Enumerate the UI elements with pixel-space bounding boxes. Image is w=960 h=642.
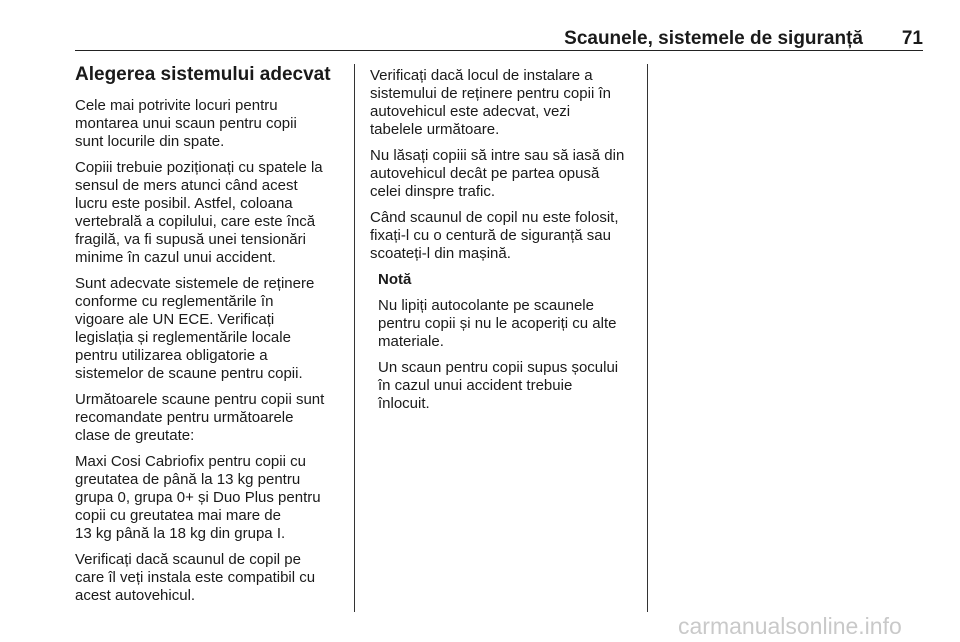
text-line: pentru copii și nu le acoperiți cu alte bbox=[378, 315, 617, 332]
text-line: scoateți-l din mașină. bbox=[370, 245, 511, 262]
text-line: celei dinspre trafic. bbox=[370, 183, 496, 200]
text-line: autovehicul decât pe partea opusă bbox=[370, 165, 600, 182]
paragraph bbox=[370, 67, 632, 139]
text-line: montarea unui scaun pentru copii bbox=[75, 115, 297, 132]
paragraph bbox=[75, 551, 347, 605]
text-line: sistemelor de scaune pentru copii. bbox=[75, 365, 303, 382]
text-line: autovehicul este adecvat, vezi bbox=[370, 103, 571, 120]
note-paragraphs bbox=[378, 297, 632, 413]
text-line: minime în cazul unui accident. bbox=[75, 249, 276, 266]
text-line: fixați-l cu o centură de siguranță sau bbox=[370, 227, 611, 244]
text-line: Nu lăsați copiii să intre sau să iasă din bbox=[370, 147, 625, 164]
header-title: Scaunele, sistemele de siguranță bbox=[564, 28, 863, 49]
text-line: sistemului de reținere pentru copii în bbox=[370, 85, 611, 102]
text-line: Cele mai potrivite locuri pentru bbox=[75, 97, 278, 114]
text-line: Verificați dacă scaunul de copil pe bbox=[75, 551, 301, 568]
text-line: vigoare ale UN ECE. Verificați bbox=[75, 311, 275, 328]
text-line: clase de greutate: bbox=[75, 427, 195, 444]
text-line: Copiii trebuie poziționați cu spatele la bbox=[75, 159, 323, 176]
text-line: vertebrală a copilului, care este încă bbox=[75, 213, 316, 230]
text-line: copii cu greutatea mai mare de bbox=[75, 507, 281, 524]
text-line: fragilă, va fi supusă unei tensionări bbox=[75, 231, 306, 248]
page-number: 71 bbox=[901, 28, 923, 49]
paragraph bbox=[370, 147, 632, 201]
text-line: pentru utilizarea obligatorie a bbox=[75, 347, 268, 364]
text-line: conforme cu reglementările în bbox=[75, 293, 274, 310]
left-column bbox=[75, 64, 347, 613]
text-line: sensul de mers atunci când acest bbox=[75, 177, 298, 194]
paragraph bbox=[75, 391, 347, 445]
paragraph bbox=[75, 275, 347, 383]
column-divider-right bbox=[647, 64, 648, 612]
right-paragraphs bbox=[370, 67, 632, 263]
paragraph bbox=[75, 159, 347, 267]
text-line: Un scaun pentru copii supus șocului bbox=[378, 359, 619, 376]
text-line: acest autovehicul. bbox=[75, 587, 196, 604]
left-paragraphs bbox=[75, 97, 347, 605]
paragraph bbox=[75, 453, 347, 543]
note-block bbox=[370, 271, 632, 413]
text-line: Următoarele scaune pentru copii sunt bbox=[75, 391, 325, 408]
text-line: Nu lipiți autocolante pe scaunele bbox=[378, 297, 594, 314]
text-line: greutatea de până la 13 kg pentru bbox=[75, 471, 301, 488]
text-line: care îl veți instala este compatibil cu bbox=[75, 569, 316, 586]
text-line: legislația și reglementările locale bbox=[75, 329, 291, 346]
text-line: în cazul unui accident trebuie bbox=[378, 377, 573, 394]
text-line: Maxi Cosi Cabriofix pentru copii cu bbox=[75, 453, 306, 470]
text-line: grupa 0, grupa 0+ și Duo Plus pentru bbox=[75, 489, 321, 506]
text-line: sunt locurile din spate. bbox=[75, 133, 225, 150]
watermark: carmanualsonline.info bbox=[678, 613, 902, 639]
section-heading: Alegerea sistemului adecvat bbox=[75, 64, 331, 85]
paragraph bbox=[75, 97, 347, 151]
text-line: înlocuit. bbox=[378, 395, 430, 412]
text-line: materiale. bbox=[378, 333, 444, 350]
right-column bbox=[370, 67, 632, 421]
text-line: Când scaunul de copil nu este folosit, bbox=[370, 209, 619, 226]
paragraph bbox=[378, 359, 632, 413]
note-label: Notă bbox=[378, 271, 412, 288]
text-line: lucru este posibil. Astfel, coloana bbox=[75, 195, 293, 212]
page-header bbox=[75, 28, 923, 48]
text-line: recomandate pentru următoarele bbox=[75, 409, 294, 426]
paragraph bbox=[370, 209, 632, 263]
column-divider-left bbox=[354, 64, 355, 612]
text-line: tabelele următoare. bbox=[370, 121, 500, 138]
header-divider bbox=[75, 50, 923, 51]
text-line: 13 kg până la 18 kg din grupa I. bbox=[75, 525, 286, 542]
text-line: Sunt adecvate sistemele de reținere bbox=[75, 275, 315, 292]
text-line: Verificați dacă locul de instalare a bbox=[370, 67, 593, 84]
paragraph bbox=[378, 297, 632, 351]
